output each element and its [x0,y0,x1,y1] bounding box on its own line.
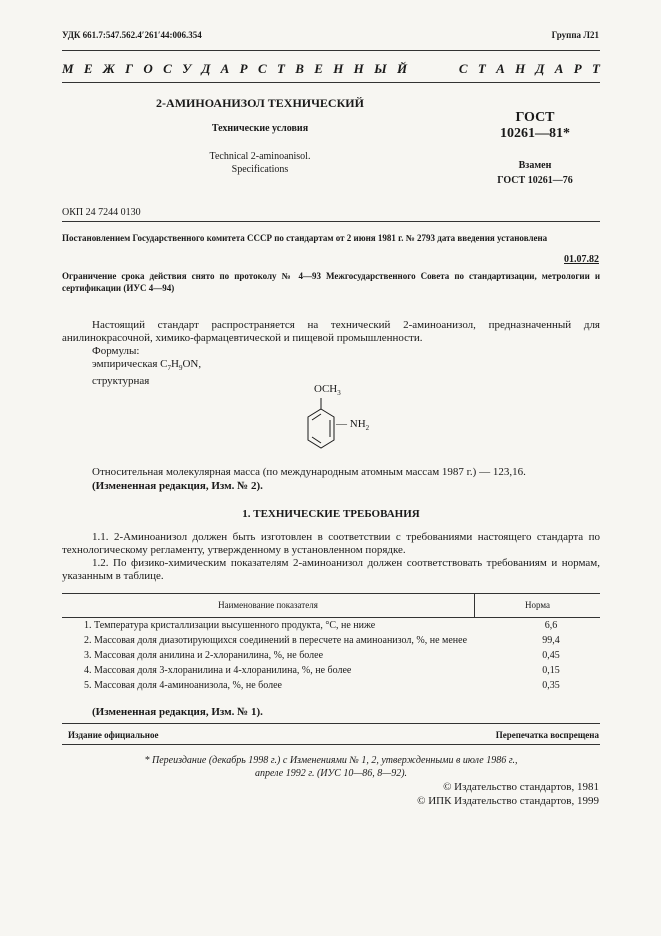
norms-table [62,619,600,694]
formulas-block [92,345,201,388]
structural-label: структурная [92,375,150,388]
document-title: 2-АМИНОАНИЗОЛ ТЕХНИЧЕСКИЙ [156,96,364,110]
paragraph-1-1: 1.1. 2-Аминоанизол должен быть изготовлен в соответствии с требованиями настоящего стандарта по технологическому регламенту, утвержденному в установленном порядке. [62,531,600,556]
english-title [62,150,458,176]
edit-note-2: (Измененная редакция, Изм. № 2). [92,480,263,492]
table-row [62,619,600,634]
reissue-note [62,754,600,780]
amino-group-label [336,418,369,432]
copyright-1981: © Издательство стандартов, 1981 [443,781,599,793]
okp-rule [62,221,600,222]
edit-note-1: (Измененная редакция, Изм. № 1). [92,706,263,718]
empirical-prefix: эмпирическая C [92,358,168,370]
row-indicator-name: 3. Массовая доля анилина и 2-хлоранилина, %, не более [84,650,324,661]
limitation-text: Ограничение срока действия снято по протоколу № 4—93 Межгосударственного Совета по стандартизации, метрологии и сертификации (ИУС 4—94) [62,271,600,293]
okp-code: ОКП 24 7244 0130 [62,207,141,218]
nh2-subscript: 2 [365,424,370,433]
copyright-1999: © ИПК Издательство стандартов, 1999 [417,795,599,807]
table-row [62,679,600,694]
row-indicator-name: 4. Массовая доля 3-хлоранилина и 4-хлоранилина, %, не более [84,665,352,676]
footer-bottom-rule [62,744,600,745]
table-row [62,664,600,679]
table-row [62,634,600,649]
gost-number: 10261—81* [500,126,570,141]
gost-label: ГОСТ [515,110,555,125]
empirical-h-letter: H [171,358,179,370]
english-title-line2: Specifications [231,164,289,175]
section-1-heading: 1. ТЕХНИЧЕСКИЕ ТРЕБОВАНИЯ [242,508,420,520]
molar-mass: Относительная молекулярная масса (по международным атомным массам 1987 г.) — 123,16. [92,466,526,478]
copyright-block [417,780,599,808]
nh2-text: — NH [336,418,366,430]
empirical-tail: ON, [182,358,202,370]
empirical-h-count: 9 [178,364,183,373]
row-norm-value: 0,15 [542,665,560,676]
udk-code: УДК 661.7:547.562.4′261′44:006.354 [62,30,202,40]
paragraph-1-2: 1.2. По физико-химическим показателям 2-аминоанизол должен соответствовать требованиям и нормам, указанным в таблице. [62,557,600,582]
row-indicator-name: 5. Массовая доля 4-аминоанизола, %, не более [84,680,282,691]
english-title-line1: Technical 2-aminoanisol. [209,151,311,162]
official-edition: Издание официальное [68,730,159,740]
table-header-name: Наименование показателя [218,600,318,610]
reprint-prohibited: Перепечатка воспрещена [495,730,599,740]
och3-subscript: 3 [337,389,341,398]
banner-rule [62,82,600,83]
row-indicator-name: 1. Температура кристаллизации высушенного продукта, °С, не ниже [84,620,376,631]
replaces-block [470,158,600,188]
top-rule [62,50,600,51]
decree-date: 01.07.82 [564,254,599,265]
table-header-norm: Норма [525,600,550,610]
footer-top-rule [62,723,600,724]
reissue-line-1: * Переиздание (декабрь 1998 г.) с Изменениями № 1, 2, утвержденными в июле 1986 г., [144,755,518,766]
row-norm-value: 0,35 [542,680,560,691]
table-header-rule [62,617,600,618]
och3-text: OCH [314,383,338,395]
table-row [62,649,600,664]
empirical-formula [92,358,201,375]
scope-paragraph: Настоящий стандарт распространяется на технический 2-аминоанизол, предназначенный для анилинокрасочной, химико-фармацевтической и пищевой промышленности. [62,319,600,344]
replaces-label: Взамен [518,160,552,171]
table-top-rule [62,593,600,594]
reissue-line-2: апреле 1992 г. (ИУС 10—86, 8—92). [254,768,408,779]
formulas-label: Формулы: [92,345,140,357]
row-norm-value: 99,4 [542,635,560,646]
replaces-number: ГОСТ 10261—76 [497,175,573,186]
row-norm-value: 0,45 [542,650,560,661]
row-indicator-name: 2. Массовая доля диазотирующихся соединений в пересчете на аминоанизол, %, не менее [84,635,468,646]
row-norm-value: 6,6 [544,620,558,631]
group-code: Группа Л21 [551,30,599,40]
standard-banner: М Е Ж Г О С У Д А Р С Т В Е Н Н Ы Й С Т А Н Д А Р Т [62,61,600,76]
norms-table-wrapper [62,619,600,694]
decree-text: Постановлением Государственного комитета СССР по стандартам от 2 июня 1981 г. № 2793 дата введения установлена [62,233,548,243]
empirical-c-count: 7 [167,364,172,373]
gost-designation [470,110,600,142]
document-subtitle: Технические условия [211,123,309,134]
